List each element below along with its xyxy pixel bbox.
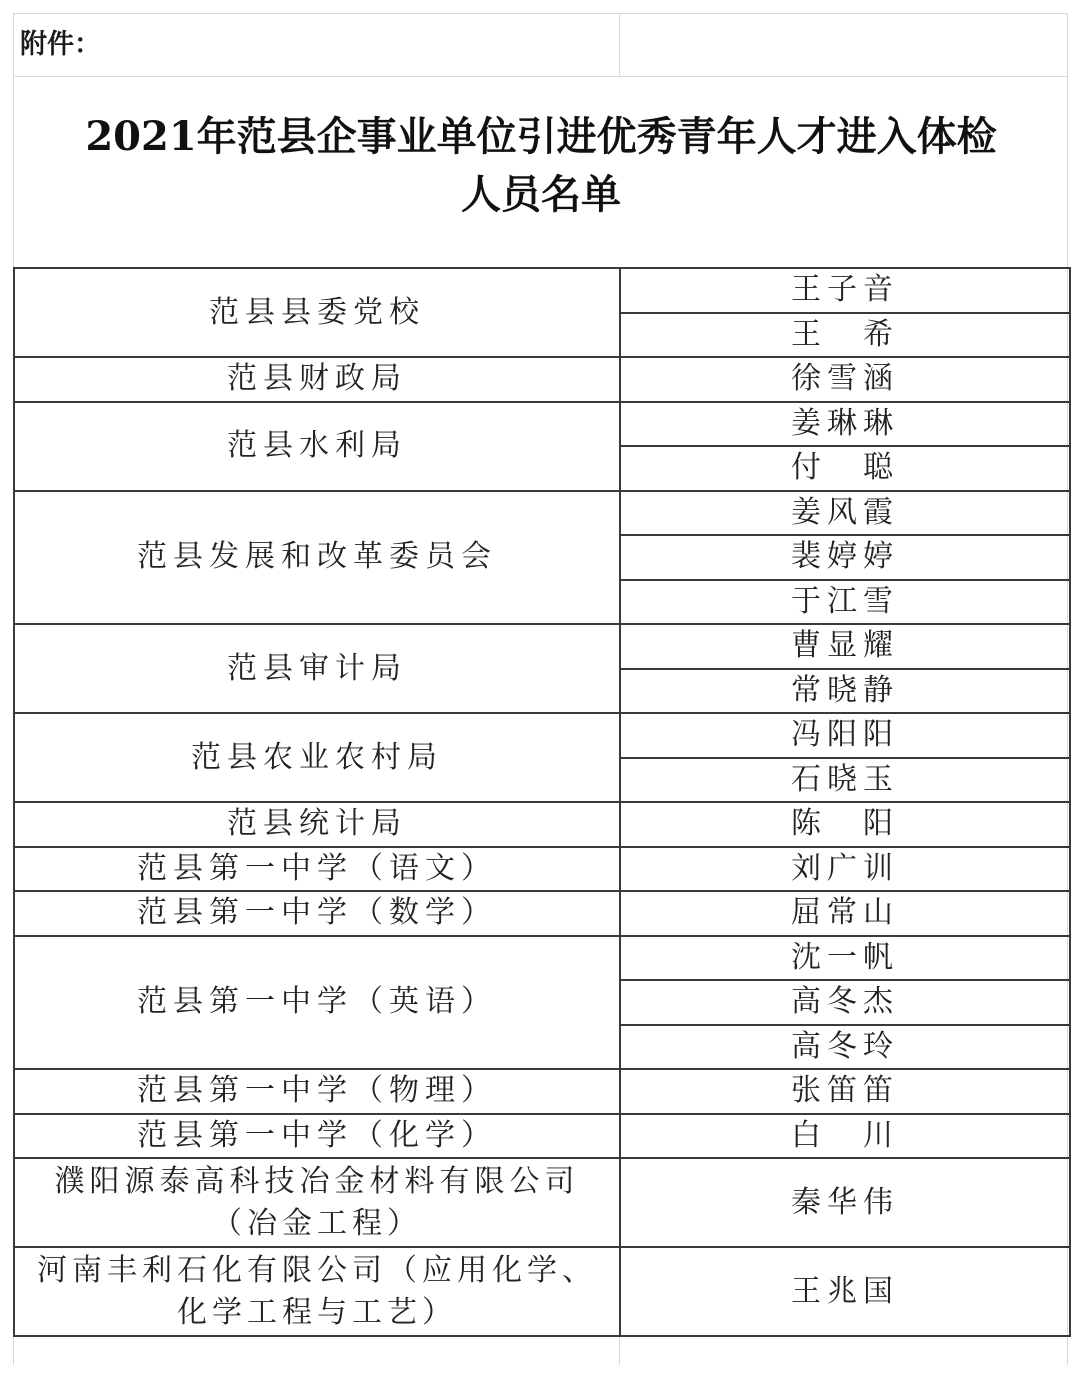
table-row — [14, 1114, 1070, 1159]
table-row — [14, 491, 1070, 536]
grid-line — [13, 76, 1067, 77]
name-cell: 常晓静 — [620, 669, 1070, 714]
unit-cell: 范县县委党校 — [14, 268, 620, 357]
name-cell: 王 希 — [620, 313, 1070, 358]
unit-cell: 范县水利局 — [14, 402, 620, 491]
unit-cell: 范县第一中学（物理） — [14, 1069, 620, 1114]
unit-cell: 范县第一中学（化学） — [14, 1114, 620, 1159]
unit-cell: 范县财政局 — [14, 357, 620, 402]
name-cell: 沈一帆 — [620, 936, 1070, 981]
name-cell: 姜琳琳 — [620, 402, 1070, 447]
name-cell: 王兆国 — [620, 1247, 1070, 1336]
unit-cell: 河南丰利石化有限公司（应用化学、化学工程与工艺） — [14, 1247, 620, 1336]
name-cell: 付 聪 — [620, 446, 1070, 491]
grid-line — [619, 1337, 620, 1365]
table-row — [14, 402, 1070, 447]
name-cell: 曹显耀 — [620, 624, 1070, 669]
name-cell: 石晓玉 — [620, 758, 1070, 803]
grid-line — [619, 13, 620, 76]
table-row — [14, 624, 1070, 669]
unit-cell: 范县发展和改革委员会 — [14, 491, 620, 625]
name-cell: 陈 阳 — [620, 802, 1070, 847]
table-row — [14, 891, 1070, 936]
name-cell: 白 川 — [620, 1114, 1070, 1159]
title-line-1: 2021年范县企事业单位引进优秀青年人才进入体检 — [85, 113, 997, 160]
unit-cell: 范县第一中学（英语） — [14, 936, 620, 1070]
name-cell: 姜风霞 — [620, 491, 1070, 536]
table-row — [14, 1069, 1070, 1114]
unit-cell: 范县农业农村局 — [14, 713, 620, 802]
table-row — [14, 713, 1070, 758]
name-cell: 屈常山 — [620, 891, 1070, 936]
attachment-label: 附件： — [20, 29, 101, 60]
name-cell: 徐雪涵 — [620, 357, 1070, 402]
table-row — [14, 1158, 1070, 1247]
personnel-table — [13, 267, 1071, 1337]
table-row — [14, 802, 1070, 847]
table-row — [14, 936, 1070, 981]
document-title — [14, 108, 1068, 224]
unit-cell: 范县审计局 — [14, 624, 620, 713]
unit-cell: 濮阳源泰高科技冶金材料有限公司（冶金工程） — [14, 1158, 620, 1247]
table-row — [14, 357, 1070, 402]
table-row — [14, 268, 1070, 313]
grid-line — [13, 13, 1067, 14]
name-cell: 冯阳阳 — [620, 713, 1070, 758]
name-cell: 于江雪 — [620, 580, 1070, 625]
name-cell: 高冬杰 — [620, 980, 1070, 1025]
name-cell: 高冬玲 — [620, 1025, 1070, 1070]
name-cell: 裴婷婷 — [620, 535, 1070, 580]
unit-cell: 范县统计局 — [14, 802, 620, 847]
table-row — [14, 1247, 1070, 1336]
title-line-2: 人员名单 — [461, 171, 621, 218]
name-cell: 秦华伟 — [620, 1158, 1070, 1247]
name-cell: 王子音 — [620, 268, 1070, 313]
unit-cell: 范县第一中学（数学） — [14, 891, 620, 936]
name-cell: 刘广训 — [620, 847, 1070, 892]
table-row — [14, 847, 1070, 892]
unit-cell: 范县第一中学（语文） — [14, 847, 620, 892]
name-cell: 张笛笛 — [620, 1069, 1070, 1114]
